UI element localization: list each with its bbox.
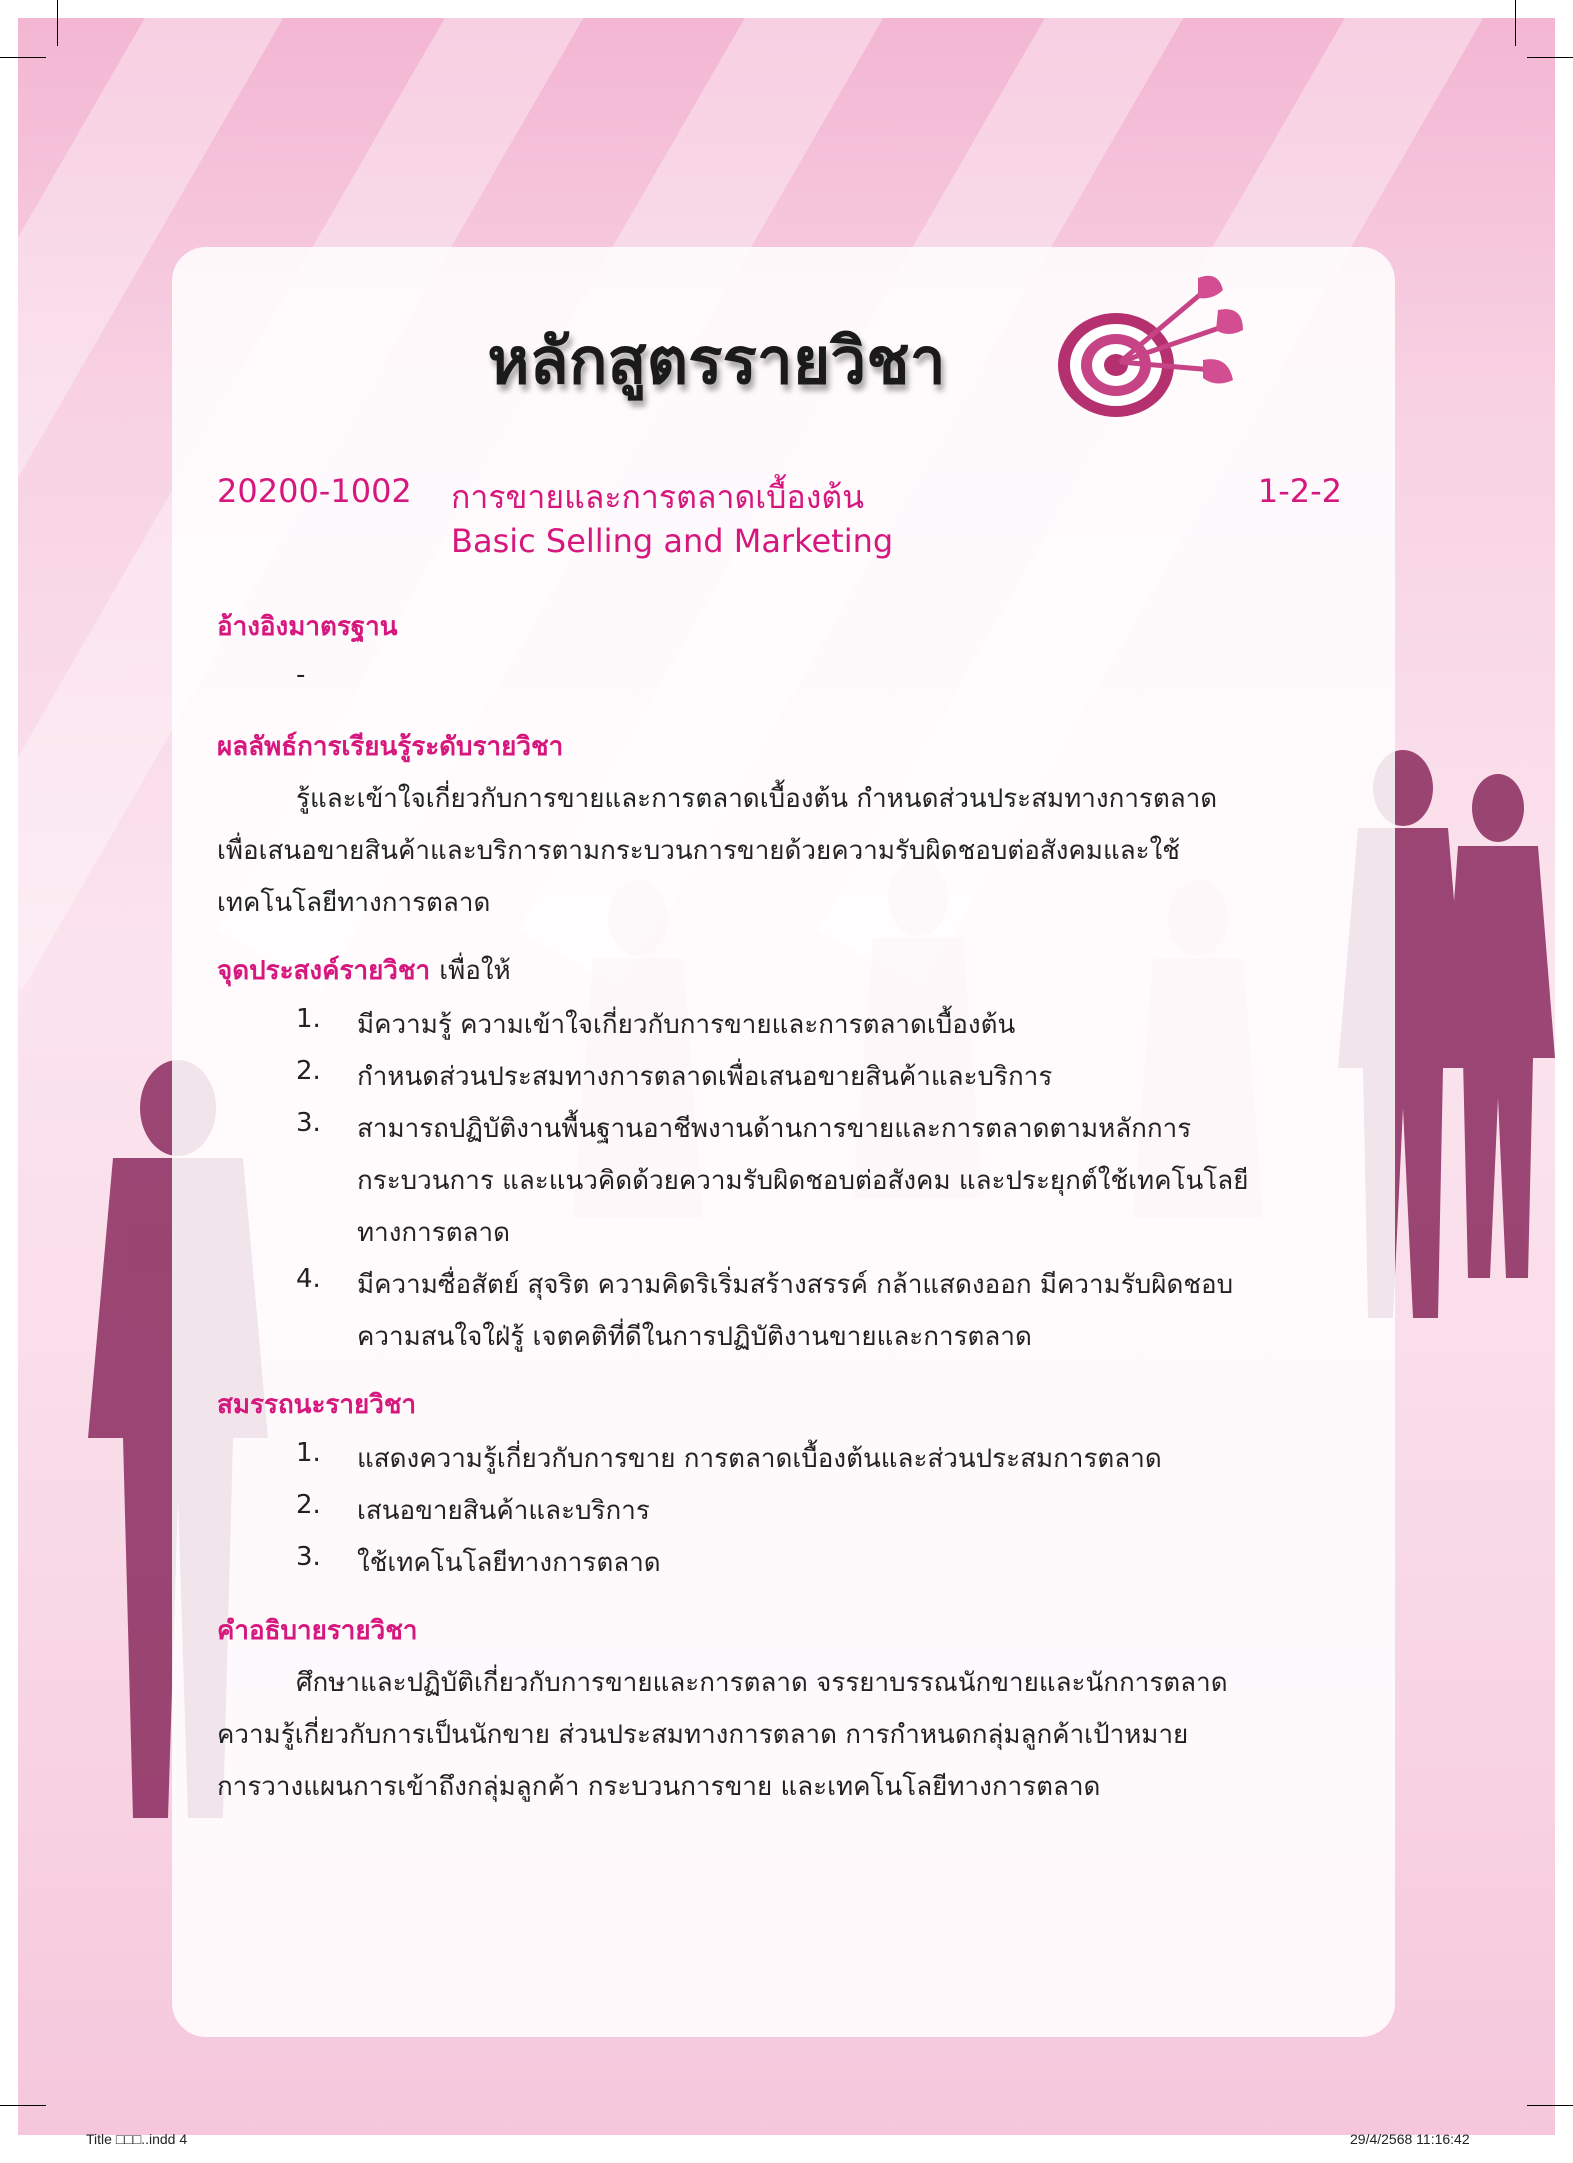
- learning-outcome-line: รู้และเข้าใจเกี่ยวกับการขายและการตลาดเบื้องต้น กำหนดส่วนประสมทางการตลาด: [296, 784, 1218, 814]
- competencies-heading: สมรรถนะรายวิชา: [217, 1390, 417, 1420]
- objective-text: สามารถปฏิบัติงานพื้นฐานอาชีพงานด้านการขายและการตลาดตามหลักการ: [357, 1114, 1192, 1144]
- crop-mark: [57, 0, 58, 46]
- objective-text: มีความซื่อสัตย์ สุจริต ความคิดริเริ่มสร้างสรรค์ กล้าแสดงออก มีความรับผิดชอบ: [357, 1270, 1234, 1300]
- objective-text: ความสนใจใฝ่รู้ เจตคติที่ดีในการปฏิบัติงานขายและการตลาด: [357, 1322, 1032, 1352]
- crop-mark: [1527, 2105, 1573, 2106]
- objective-number: 1.: [296, 1004, 321, 1034]
- competency-number: 1.: [296, 1438, 321, 1468]
- description-line: ความรู้เกี่ยวกับการเป็นนักขาย ส่วนประสมทางการตลาด การกำหนดกลุ่มลูกค้าเป้าหมาย: [217, 1720, 1189, 1750]
- competency-number: 2.: [296, 1490, 321, 1520]
- competency-text: เสนอขายสินค้าและบริการ: [357, 1496, 650, 1526]
- objective-text: กำหนดส่วนประสมทางการตลาดเพื่อเสนอขายสินค้าและบริการ: [357, 1062, 1053, 1092]
- objectives-heading-text: จุดประสงค์รายวิชา: [217, 956, 431, 986]
- course-code: 20200-1002: [217, 472, 412, 510]
- crop-mark: [0, 2105, 46, 2106]
- course-credits: 1-2-2: [1257, 472, 1342, 510]
- standard-ref-value: -: [296, 660, 306, 690]
- course-name-en: Basic Selling and Marketing: [451, 522, 894, 560]
- objective-number: 4.: [296, 1264, 321, 1294]
- objective-text: กระบวนการ และแนวคิดด้วยความรับผิดชอบต่อสังคม และประยุกต์ใช้เทคโนโลยี: [357, 1166, 1249, 1196]
- learning-outcome-heading: ผลลัพธ์การเรียนรู้ระดับรายวิชา: [217, 732, 564, 762]
- course-name-th: การขายและการตลาดเบื้องต้น: [451, 478, 864, 516]
- objectives-heading-suffix: เพื่อให้: [439, 956, 511, 986]
- footer-timestamp: 29/4/2568 11:16:42: [1350, 2131, 1470, 2147]
- description-line: ศึกษาและปฏิบัติเกี่ยวกับการขายและการตลาด จรรยาบรรณนักขายและนักการตลาด: [296, 1668, 1228, 1698]
- description-heading: คำอธิบายรายวิชา: [217, 1616, 418, 1646]
- description-line: การวางแผนการเข้าถึงกลุ่มลูกค้า กระบวนการขาย และเทคโนโลยีทางการตลาด: [217, 1772, 1101, 1802]
- learning-outcome-line: เทคโนโลยีทางการตลาด: [217, 888, 491, 918]
- footer-file-label: Title □□□..indd 4: [86, 2131, 188, 2147]
- crop-mark: [1527, 57, 1573, 58]
- crop-mark: [1515, 0, 1516, 46]
- crop-mark: [0, 57, 46, 58]
- objective-number: 3.: [296, 1108, 321, 1138]
- objectives-heading: [217, 950, 511, 991]
- competency-text: แสดงความรู้เกี่ยวกับการขาย การตลาดเบื้องต้นและส่วนประสมการตลาด: [357, 1444, 1162, 1474]
- target-icon: [1048, 270, 1248, 420]
- competency-text: ใช้เทคโนโลยีทางการตลาด: [357, 1548, 661, 1578]
- objective-text: มีความรู้ ความเข้าใจเกี่ยวกับการขายและการตลาดเบื้องต้น: [357, 1010, 1016, 1040]
- course-header: [217, 472, 1347, 522]
- objective-number: 2.: [296, 1056, 321, 1086]
- page-title: หลักสูตรรายวิชา: [487, 325, 946, 399]
- competency-number: 3.: [296, 1542, 321, 1572]
- objective-text: ทางการตลาด: [357, 1218, 511, 1248]
- standard-ref-heading: อ้างอิงมาตรฐาน: [217, 612, 398, 642]
- learning-outcome-line: เพื่อเสนอขายสินค้าและบริการตามกระบวนการขายด้วยความรับผิดชอบต่อสังคมและใช้: [217, 836, 1180, 866]
